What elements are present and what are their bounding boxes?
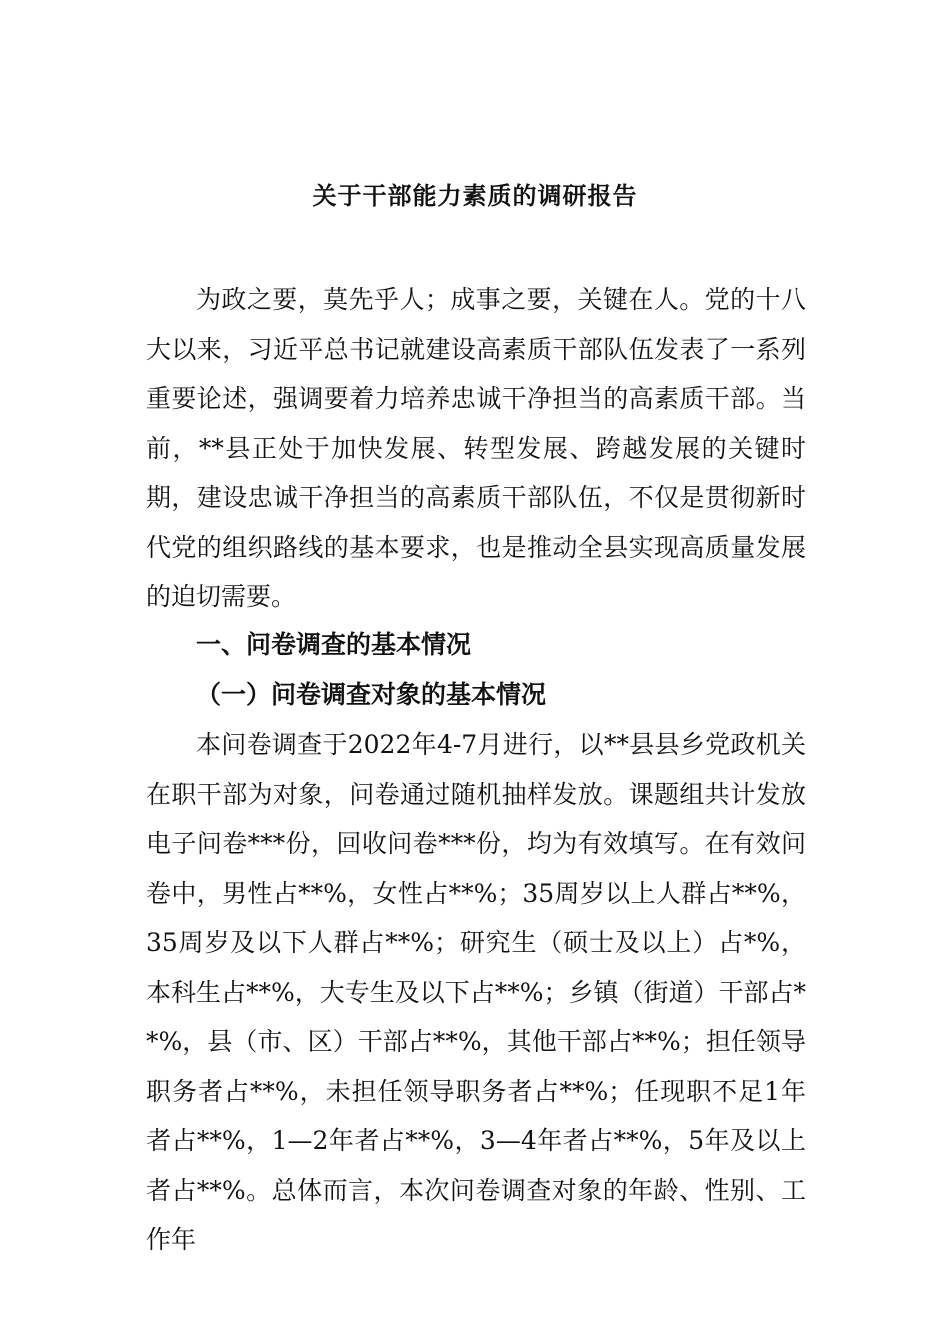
section-heading: 一、问卷调查的基本情况 (196, 630, 472, 659)
intro-paragraph: 为政之要，莫先乎人；成事之要，关键在人。党的十八大以来，习近平总书记就建设高素质干部队伍发表了一系列重要论述，强调要着力培养忠诚干净担当的高素质干部。当前，**县正处于加快发展、转型发展、跨越发展的关键时期，建设忠诚干净担当的高素质干部队伍，不仅是贯彻新时代党的组织路线的基本要求，也是推动全县实现高质量发展的迫切需要。 (146, 285, 806, 611)
subsection-heading: （一）问卷调查对象的基本情况 (196, 680, 547, 709)
survey-paragraph: 本问卷调查于2022年4-7月进行，以**县县乡党政机关在职干部为对象，问卷通过随机抽样发放。课题组共计发放电子问卷***份，回收问卷***份，均为有效填写。在有效问卷中，男性占**%，女性占**%；35周岁以上人群占**%，35周岁及以下人群占**%；研究生（硕士及以上）占*%，本科生占**%，大专生及以下占**%；乡镇（街道）干部占**%，县（市、区）干部占**%，其他干部占**%；担任领导职务者占**%，未担任领导职务者占**%；任现职不足1年者占**%，1—2年者占**%，3—4年者占**%，5年及以上者占**%。总体而言，本次问卷调查对象的年龄、性别、工作年 (146, 730, 807, 1254)
document-title: 关于干部能力素质的调研报告 (312, 181, 638, 211)
